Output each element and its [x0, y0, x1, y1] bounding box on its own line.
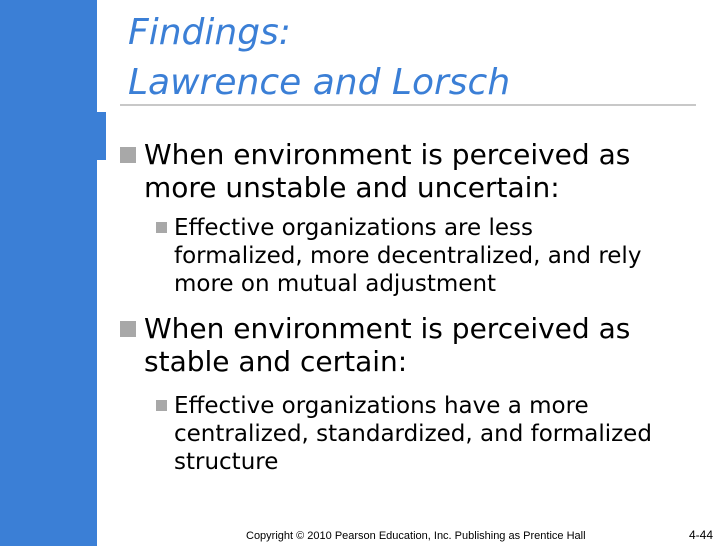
sub-bullet-1-line-2: formalized, more decentralized, and rely	[174, 243, 642, 269]
sub-bullet-1-line-1: Effective organizations are less	[174, 215, 533, 241]
sub-bullet-2-line-2: centralized, standardized, and formalized	[174, 421, 652, 447]
bullet-1-line-2: more unstable and uncertain:	[144, 171, 560, 204]
slide-title-line-1: Findings:	[128, 12, 291, 53]
bullet-1	[144, 138, 704, 204]
square-bullet-icon	[156, 222, 167, 233]
slide-title-line-2: Lawrence and Lorsch	[128, 62, 511, 103]
bullet-2-line-1: When environment is perceived as	[144, 312, 631, 345]
copyright-footer: Copyright © 2010 Pearson Education, Inc. Publishing as Prentice Hall	[246, 530, 586, 542]
page-number: 4-44	[689, 528, 714, 542]
bullet-2	[144, 312, 704, 378]
sub-bullet-1-line-3: more on mutual adjustment	[174, 271, 497, 297]
sub-bullet-1	[174, 214, 706, 298]
square-bullet-icon	[120, 321, 136, 337]
bullet-2-line-2: stable and certain:	[144, 345, 408, 378]
title-divider	[120, 104, 696, 106]
sub-bullet-2	[174, 392, 706, 476]
square-bullet-icon	[156, 400, 167, 411]
sub-bullet-2-line-1: Effective organizations have a more	[174, 393, 589, 419]
side-accent-tab	[92, 112, 106, 160]
bullet-1-line-1: When environment is perceived as	[144, 138, 631, 171]
side-accent-bar	[0, 0, 97, 546]
square-bullet-icon	[120, 147, 136, 163]
sub-bullet-2-line-3: structure	[174, 449, 279, 475]
slide-title	[128, 8, 708, 108]
